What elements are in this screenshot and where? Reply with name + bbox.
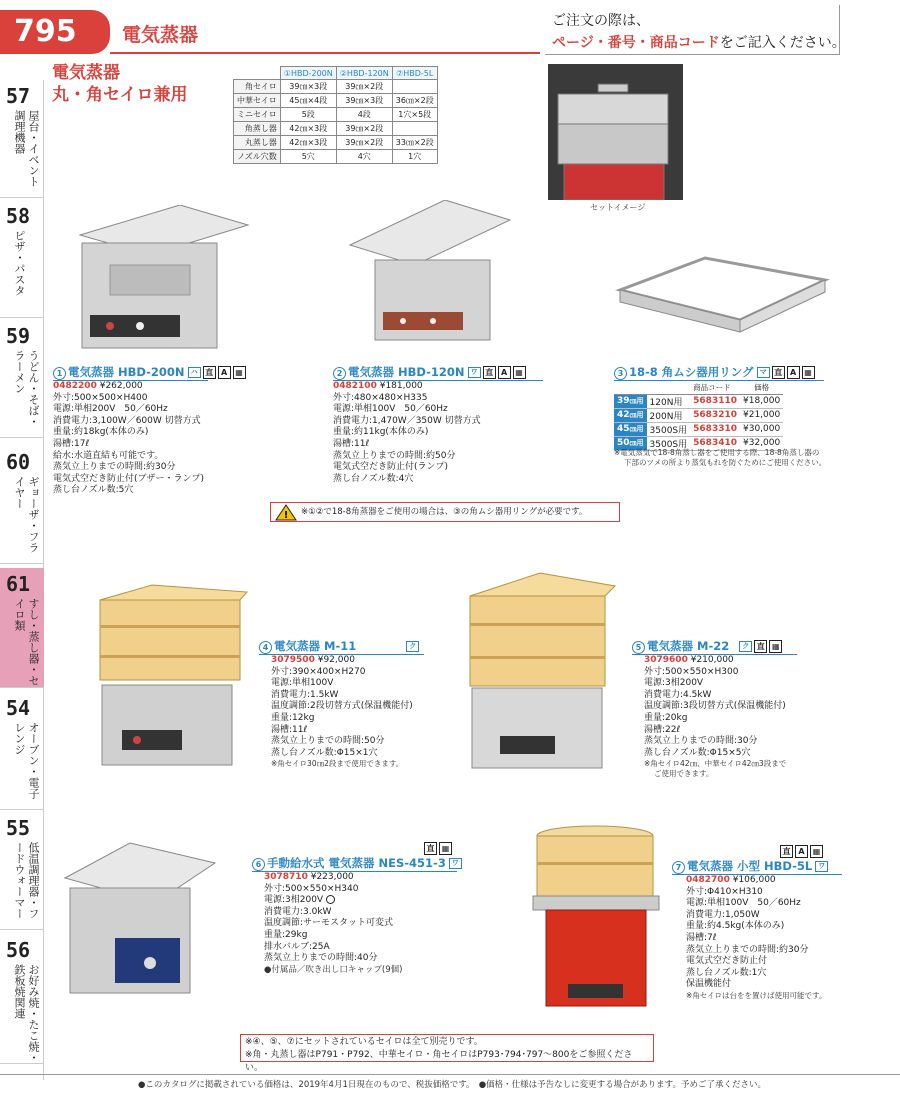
side-tab-57[interactable] bbox=[0, 80, 44, 198]
spec-line: 温度調節:3段切替方式(保温機能付) bbox=[644, 701, 786, 712]
ring-size bbox=[614, 408, 647, 422]
ring-price-table bbox=[614, 382, 783, 451]
spec-line: 蒸し台ノズル数:1穴 bbox=[686, 967, 767, 978]
table-cell: 1穴×5段 bbox=[392, 108, 437, 122]
side-tab-num: 58 bbox=[6, 204, 31, 228]
product-code: 3078710 bbox=[264, 872, 308, 882]
side-tab-num: 55 bbox=[6, 816, 31, 840]
bottom-notes-box bbox=[240, 1034, 654, 1073]
product-price: ¥262,000 bbox=[99, 381, 143, 391]
spec-line: 蒸気立上りまでの時間:40分 bbox=[264, 953, 378, 964]
side-tab-label: 屋台・イベント調理機器 bbox=[13, 110, 40, 187]
product-4-note: ※角セイロ30㎝2段まで使用できます。 bbox=[271, 759, 404, 769]
table-header-cell: ②HBD-120N bbox=[336, 67, 392, 80]
bottom-note: ※④、⑤、⑦にセットされているセイロは全て別売りです。 bbox=[245, 1037, 483, 1047]
product-6-photo bbox=[60, 838, 220, 998]
product-code: 0482100 bbox=[333, 381, 377, 391]
product-name-text: 手動給水式 電気蒸器 NES-451-3 bbox=[267, 856, 446, 870]
order-note-line1: ご注文の際は、 bbox=[552, 13, 650, 29]
supplier-tag-icon: ハ bbox=[188, 367, 201, 378]
product-7-photo bbox=[528, 822, 663, 1012]
spec-line: 重量:29kg bbox=[264, 929, 308, 940]
table-row bbox=[234, 122, 438, 136]
three-phase-icon bbox=[326, 895, 335, 904]
product-1-photo bbox=[70, 205, 250, 360]
grid-icon: ▦ bbox=[769, 640, 782, 653]
product-name-text: 電気蒸器 HBD-120N bbox=[348, 365, 465, 379]
ring-size bbox=[614, 394, 647, 408]
spec-line bbox=[264, 895, 472, 907]
spec-line: 外寸:500×550×H300 bbox=[644, 666, 739, 677]
table-header-cell: ⑦HBD-5L bbox=[392, 67, 437, 80]
spec-line: 外寸:480×480×H335 bbox=[333, 392, 428, 403]
table-cell: 4段 bbox=[336, 108, 392, 122]
side-tab-label: 低温調理器・フードウォーマー bbox=[13, 842, 40, 919]
spec-line: 重量:約4.5kg(本体のみ) bbox=[686, 921, 785, 932]
product-5-name[interactable] bbox=[632, 638, 812, 654]
spec-line: 電源:単相100V 50／60Hz bbox=[333, 404, 448, 415]
ring-size-num: 45 bbox=[617, 424, 630, 434]
ring-size-num: 42 bbox=[617, 410, 630, 420]
product-name-text: 電気蒸器 小型 HBD-5L bbox=[687, 859, 813, 873]
side-tab-num: 59 bbox=[6, 324, 31, 348]
side-tab-label: オーブン・電子レンジ bbox=[13, 722, 40, 799]
ring-model: 200N用 bbox=[647, 408, 691, 422]
table-cell: 丸蒸し器 bbox=[234, 136, 281, 150]
warning-text: ※①②で18-8角蒸器をご使用の場合は、③の角ムシ器用リングが必要です。 bbox=[301, 507, 588, 517]
spec-line: 電源:単相100V bbox=[271, 678, 334, 689]
ring-size-unit: ㎝用 bbox=[629, 397, 644, 405]
product-7-block bbox=[672, 845, 872, 1001]
product-price: ¥92,000 bbox=[317, 655, 355, 665]
ring-size-num: 39 bbox=[617, 396, 630, 406]
product-name-text: 電気蒸器 HBD-200N bbox=[68, 365, 185, 379]
product-5-block bbox=[632, 638, 812, 779]
product-4-name[interactable] bbox=[259, 638, 429, 654]
table-cell: ミニセイロ bbox=[234, 108, 281, 122]
ring-size-unit: ㎝用 bbox=[629, 411, 644, 419]
supplier-tag-icon: ワ bbox=[449, 858, 462, 869]
product-7-name[interactable] bbox=[672, 858, 872, 874]
spec-line: 排水バルブ:25A bbox=[264, 941, 330, 952]
table-cell: 5穴 bbox=[280, 150, 336, 164]
side-tab-label: ピザ・パスタ bbox=[13, 230, 26, 296]
ring-model: 3500S用 bbox=[647, 436, 691, 450]
product-1-name[interactable] bbox=[53, 364, 243, 380]
product-code: 3079500 bbox=[271, 655, 315, 665]
product-6-name[interactable] bbox=[252, 855, 472, 871]
direct-ship-icon: 直 bbox=[424, 842, 437, 855]
side-tab-61[interactable] bbox=[0, 568, 44, 688]
spec-line: 湯槽:22ℓ bbox=[644, 724, 681, 735]
product-code: 0482200 bbox=[53, 381, 97, 391]
spec-line: 消費電力:3.0kW bbox=[264, 906, 332, 917]
product-4-code-price bbox=[259, 655, 429, 667]
product-code: 5683410 bbox=[690, 436, 740, 450]
side-tab-label: ギョーザ・フライヤー bbox=[13, 476, 40, 553]
section-title bbox=[52, 62, 188, 106]
table-cell: 42㎝×3段 bbox=[280, 122, 336, 136]
order-note-line2 bbox=[552, 32, 846, 52]
product-3-underline bbox=[614, 380, 824, 381]
side-tab-60[interactable] bbox=[0, 446, 44, 564]
product-7-note: ※角セイロは台をを置けば使用可能です。 bbox=[686, 990, 827, 1000]
product-price: ¥30,000 bbox=[740, 422, 783, 436]
product-price: ¥32,000 bbox=[740, 436, 783, 450]
spec-line: 重量:約11kg(本体のみ) bbox=[333, 427, 429, 438]
side-tab-56[interactable] bbox=[0, 934, 44, 1064]
supplier-tag-icon: ク bbox=[739, 641, 752, 652]
spec-line: 蒸気立上りまでの時間:50分 bbox=[271, 736, 385, 747]
number-badge-icon: 7 bbox=[672, 861, 685, 874]
spec-line: 消費電力:1,050W bbox=[686, 909, 760, 920]
ring-header-row bbox=[614, 382, 783, 394]
table-cell: 45㎝×4段 bbox=[280, 94, 336, 108]
spec-line: 電源:単相100V 50／60Hz bbox=[686, 898, 801, 909]
spec-line: 外寸:500×550×H340 bbox=[264, 883, 359, 894]
table-cell: 36㎝×2段 bbox=[392, 94, 437, 108]
ring-size bbox=[614, 422, 647, 436]
page-number: 795 bbox=[0, 10, 110, 54]
direct-ship-icon: 直 bbox=[780, 845, 793, 858]
product-5-note: ※角セイロ42㎝、中華セイロ42㎝3段まで bbox=[644, 759, 787, 769]
product-code: 5683310 bbox=[690, 422, 740, 436]
spec-line: 保温機能付 bbox=[686, 979, 732, 990]
header-rule bbox=[110, 52, 540, 54]
side-tab-num: 54 bbox=[6, 696, 31, 720]
table-row bbox=[234, 108, 438, 122]
spec-line: 重量:20kg bbox=[644, 712, 688, 723]
table-row bbox=[234, 136, 438, 150]
spec-line: 電気式空だき防止付 bbox=[686, 956, 768, 967]
table-row bbox=[234, 150, 438, 164]
product-3-name[interactable] bbox=[614, 364, 854, 380]
number-badge-icon: 3 bbox=[614, 367, 627, 380]
warning-box bbox=[270, 502, 620, 522]
ring-header-price: 価格 bbox=[740, 382, 783, 394]
supplier-tag-icon: マ bbox=[757, 367, 770, 378]
spec-line: 湯槽:17ℓ bbox=[53, 438, 90, 449]
side-tab-label: すし・蒸し器・セイロ類 bbox=[13, 598, 40, 686]
ring-model: 120N用 bbox=[647, 394, 691, 408]
table-cell: 42㎝×3段 bbox=[280, 136, 336, 150]
section-title-line2: 丸・角セイロ兼用 bbox=[52, 85, 188, 105]
product-price: ¥181,000 bbox=[379, 381, 423, 391]
accessory-note: ●付属品／吹き出し口キャップ(9個) bbox=[264, 964, 403, 975]
product-1-code-price bbox=[53, 381, 213, 393]
ring-header-code: 商品コード bbox=[690, 382, 740, 394]
spec-line: 消費電力:1,470W／350W 切替方式 bbox=[333, 415, 481, 426]
table-cell: 1穴 bbox=[392, 150, 437, 164]
product-code: 5683210 bbox=[690, 408, 740, 422]
side-tab-num: 60 bbox=[6, 450, 31, 474]
direct-ship-icon: 直 bbox=[754, 640, 767, 653]
grid-icon: ▦ bbox=[439, 842, 452, 855]
product-5-photo bbox=[460, 568, 620, 773]
product-6-icons bbox=[252, 842, 452, 855]
supplier-tag-icon: ワ bbox=[815, 861, 828, 872]
order-note-highlight: ページ・番号・商品コード bbox=[552, 35, 720, 51]
footer-divider bbox=[0, 1074, 900, 1075]
spec-line: 蒸気立上りまでの時間:約30分 bbox=[686, 944, 809, 955]
spec-line: 湯槽:11ℓ bbox=[271, 724, 308, 735]
spec-line: 電気式空だき防止付(ブザー・ランプ) bbox=[53, 473, 205, 484]
table-cell: ノズル穴数 bbox=[234, 150, 281, 164]
product-5-note: ご使用できます。 bbox=[654, 769, 714, 779]
product-2-block bbox=[333, 364, 553, 485]
ring-size-num: 50 bbox=[617, 438, 630, 448]
spec-line: 消費電力:3,100W／600W 切替方式 bbox=[53, 415, 201, 426]
product-2-name[interactable] bbox=[333, 364, 553, 380]
spec-line: 重量:約18kg(本体のみ) bbox=[53, 427, 149, 438]
table-cell: 39㎝×2段 bbox=[336, 136, 392, 150]
spec-line: 電源:単相200V 50／60Hz bbox=[53, 404, 168, 415]
side-tab-num: 57 bbox=[6, 84, 31, 108]
spec-line: 蒸し台ノズル数:5穴 bbox=[53, 485, 134, 496]
product-name-text: 18-8 角ムシ器用リング bbox=[629, 365, 754, 379]
set-image-caption: セットイメージ bbox=[590, 203, 646, 212]
product-price: ¥21,000 bbox=[740, 408, 783, 422]
spec-line: 電源:3相200V bbox=[644, 678, 704, 689]
spec-line: 蒸気立上りまでの時間:30分 bbox=[644, 736, 758, 747]
product-2-photo bbox=[345, 200, 515, 350]
table-row bbox=[614, 408, 783, 422]
bottom-note: ※角・丸蒸し器はP791・P792、中華セイロ・角セイロはP793･794･797～800をご参照ください。 bbox=[245, 1050, 633, 1073]
spec-line: 外寸:390×400×H270 bbox=[271, 666, 366, 677]
product-7-icons bbox=[672, 845, 872, 858]
table-cell: 4穴 bbox=[336, 150, 392, 164]
ap-icon: A bbox=[498, 366, 511, 379]
product-6-block bbox=[252, 842, 472, 975]
number-badge-icon: 2 bbox=[333, 367, 346, 380]
side-tab-label: うどん・そば・ラーメン bbox=[13, 350, 40, 427]
product-2-code-price bbox=[333, 381, 553, 393]
table-cell: 5段 bbox=[280, 108, 336, 122]
table-cell: 39㎝×2段 bbox=[336, 80, 392, 94]
table-cell bbox=[392, 122, 437, 136]
product-1-block bbox=[53, 364, 243, 497]
section-title-line1: 電気蒸器 bbox=[52, 63, 120, 83]
table-row bbox=[234, 80, 438, 94]
side-tab-num: 56 bbox=[6, 938, 31, 962]
number-badge-icon: 5 bbox=[632, 641, 645, 654]
spec-line: 消費電力:4.5kW bbox=[644, 689, 712, 700]
ap-icon: A bbox=[795, 845, 808, 858]
table-cell: 39㎝×2段 bbox=[336, 122, 392, 136]
product-code: 0482700 bbox=[686, 875, 730, 885]
product-price: ¥18,000 bbox=[740, 394, 783, 408]
ring-size-unit: ㎝用 bbox=[629, 425, 644, 433]
table-cell: 39㎝×3段 bbox=[336, 94, 392, 108]
table-row bbox=[614, 422, 783, 436]
product-7-code-price bbox=[686, 875, 872, 887]
side-index bbox=[0, 80, 44, 1080]
product-3-block bbox=[614, 364, 854, 381]
grid-icon: ▦ bbox=[513, 366, 526, 379]
direct-ship-icon: 直 bbox=[772, 366, 785, 379]
spec-line: 電気式空だき防止付(ランプ) bbox=[333, 462, 449, 473]
spec-line: 重量:12kg bbox=[271, 712, 315, 723]
spec-line: 湯槽:7ℓ bbox=[686, 932, 717, 943]
table-row bbox=[234, 94, 438, 108]
supplier-tag-icon: ワ bbox=[468, 367, 481, 378]
ap-icon: A bbox=[787, 366, 800, 379]
table-cell: 中華セイロ bbox=[234, 94, 281, 108]
product-name-text: 電気蒸器 M-22 bbox=[647, 639, 730, 653]
side-tab-num: 61 bbox=[6, 572, 31, 596]
table-header-cell bbox=[234, 67, 281, 80]
table-cell bbox=[392, 80, 437, 94]
table-header-row bbox=[234, 67, 438, 80]
ap-icon: A bbox=[218, 366, 231, 379]
table-cell: 33㎝×2段 bbox=[392, 136, 437, 150]
spec-line: 外寸:500×500×H400 bbox=[53, 392, 148, 403]
supplier-tag-icon: ク bbox=[406, 641, 419, 652]
grid-icon: ▦ bbox=[233, 366, 246, 379]
product-5-code-price bbox=[644, 655, 812, 667]
spec-line: 蒸し台ノズル数:4穴 bbox=[333, 473, 414, 484]
spec-line: 給水:水道直結も可能です。 bbox=[53, 450, 164, 461]
table-row bbox=[614, 394, 783, 408]
spec-line: 外寸:Φ410×H310 bbox=[686, 886, 763, 897]
ring-model: 3500S用 bbox=[647, 422, 691, 436]
set-image-photo bbox=[548, 64, 683, 200]
spec-line: 蒸気立上りまでの時間:約30分 bbox=[53, 462, 176, 473]
page-title: 電気蒸器 bbox=[122, 24, 199, 46]
product-code: 5683110 bbox=[690, 394, 740, 408]
product-code: 3079600 bbox=[644, 655, 688, 665]
grid-icon: ▦ bbox=[810, 845, 823, 858]
side-tab-55[interactable] bbox=[0, 812, 44, 930]
table-cell: 角セイロ bbox=[234, 80, 281, 94]
spec-line: 温度調節:サーモスタット可変式 bbox=[264, 918, 394, 929]
product-6-code-price bbox=[264, 872, 472, 884]
product-4-block bbox=[259, 638, 429, 769]
side-tab-59[interactable] bbox=[0, 320, 44, 438]
table-cell: 角蒸し器 bbox=[234, 122, 281, 136]
number-badge-icon: 1 bbox=[53, 367, 66, 380]
side-tab-58[interactable] bbox=[0, 200, 44, 318]
order-note-rest: をご記入ください。 bbox=[719, 35, 846, 51]
product-3-note: 下部のツメの所より蒸気もれを防ぐためにご使用ください。 bbox=[624, 458, 827, 467]
table-cell: 39㎝×3段 bbox=[280, 80, 336, 94]
direct-ship-icon: 直 bbox=[203, 366, 216, 379]
footer-text: ●このカタログに掲載されている価格は、2019年4月1日現在のもので、税抜価格です。 ●価格・仕様は予告なしに変更する場合があります。予めご了承ください。 bbox=[138, 1080, 767, 1090]
product-name-text: 電気蒸器 M-11 bbox=[274, 639, 357, 653]
product-3-photo bbox=[615, 250, 830, 355]
svg-text:!: ! bbox=[283, 510, 289, 521]
spec-text: 電源:3相200V bbox=[264, 895, 324, 906]
spec-line: 温度調節:2段切替方式(保温機能付) bbox=[271, 701, 413, 712]
number-badge-icon: 4 bbox=[259, 641, 272, 654]
spec-line: 蒸し台ノズル数:Φ15×1穴 bbox=[271, 747, 378, 758]
side-tab-label: お好み焼・たこ焼・鉄板焼関連 bbox=[13, 964, 40, 1063]
ring-size-unit: ㎝用 bbox=[629, 439, 644, 447]
spec-line: 蒸気立上りまでの時間:約50分 bbox=[333, 450, 456, 461]
table-header-cell: ①HBD-200N bbox=[280, 67, 336, 80]
side-tab-54[interactable] bbox=[0, 692, 44, 810]
spec-line: 湯槽:11ℓ bbox=[333, 438, 370, 449]
spec-line: 蒸し台ノズル数:Φ15×5穴 bbox=[644, 747, 751, 758]
product-price: ¥223,000 bbox=[310, 872, 354, 882]
compatibility-table bbox=[233, 66, 438, 164]
product-4-photo bbox=[92, 580, 252, 770]
grid-icon: ▦ bbox=[802, 366, 815, 379]
product-3-note: ※電気蒸気で18-8角蒸し器をご使用する際、18-8角蒸し器の bbox=[614, 448, 820, 457]
product-price: ¥106,000 bbox=[732, 875, 776, 885]
product-price: ¥210,000 bbox=[690, 655, 734, 665]
direct-ship-icon: 直 bbox=[483, 366, 496, 379]
number-badge-icon: 6 bbox=[252, 858, 265, 871]
warning-icon bbox=[275, 504, 297, 521]
spec-line: 消費電力:1.5kW bbox=[271, 689, 339, 700]
